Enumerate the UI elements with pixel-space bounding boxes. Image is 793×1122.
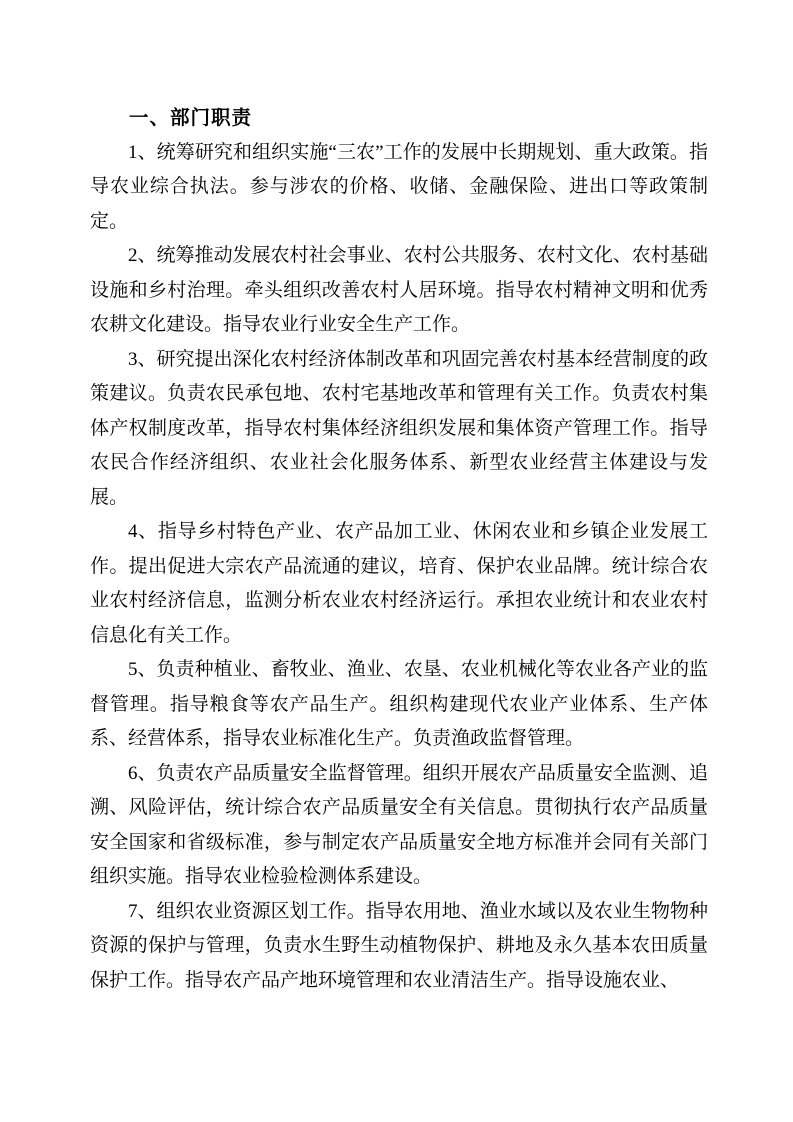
paragraph-duty-2: 2、统筹推动发展农村社会事业、农村公共服务、农村文化、农村基础设施和乡村治理。牵头组织改善农村人居环境。指导农村精神文明和优秀农耕文化建设。指导农业行业安全生产工作。 [90,245,708,335]
paragraph-duty-4: 4、指导乡村特色产业、农产品加工业、休闲农业和乡镇企业发展工作。提出促进大宗农产品流通的建议，培育、保护农业品牌。统计综合农业农村经济信息，监测分析农业农村经济运行。承担农业统计和农业农村信息化有关工作。 [90,521,708,646]
paragraph-duty-7: 7、组织农业资源区划工作。指导农用地、渔业水域以及农业生物物种资源的保护与管理，负责水生野生动植物保护、耕地及永久基本农田质量保护工作。指导农产品产地环境管理和农业清洁生产。指导设施农业、 [90,900,708,991]
document-body [90,101,708,998]
paragraph-duty-1: 1、统筹研究和组织实施“三农”工作的发展中长期规划、重大政策。指导农业综合执法。参与涉农的价格、收储、金融保险、进出口等政策制定。 [90,141,708,232]
paragraph-duty-6: 6、负责农产品质量安全监督管理。组织开展农产品质量安全监测、追溯、风险评估，统计综合农产品质量安全有关信息。贯彻执行农产品质量安全国家和省级标准，参与制定农产品质量安全地方标准并会同有关部门组织实施。指导农业检验检测体系建设。 [90,762,708,887]
section-heading: 一、部门职责 [129,107,253,129]
paragraph-duty-5: 5、负责种植业、畜牧业、渔业、农垦、农业机械化等农业各产业的监督管理。指导粮食等农产品生产。组织构建现代农业产业体系、生产体系、经营体系，指导农业标准化生产。负责渔政监督管理。 [90,659,708,749]
paragraph-duty-3: 3、研究提出深化农村经济体制改革和巩固完善农村基本经营制度的政策建议。负责农民承包地、农村宅基地改革和管理有关工作。负责农村集体产权制度改革，指导农村集体经济组织发展和集体资产管理工作。指导农民合作经济组织、农业社会化服务体系、新型农业经营主体建设与发展。 [90,348,708,508]
